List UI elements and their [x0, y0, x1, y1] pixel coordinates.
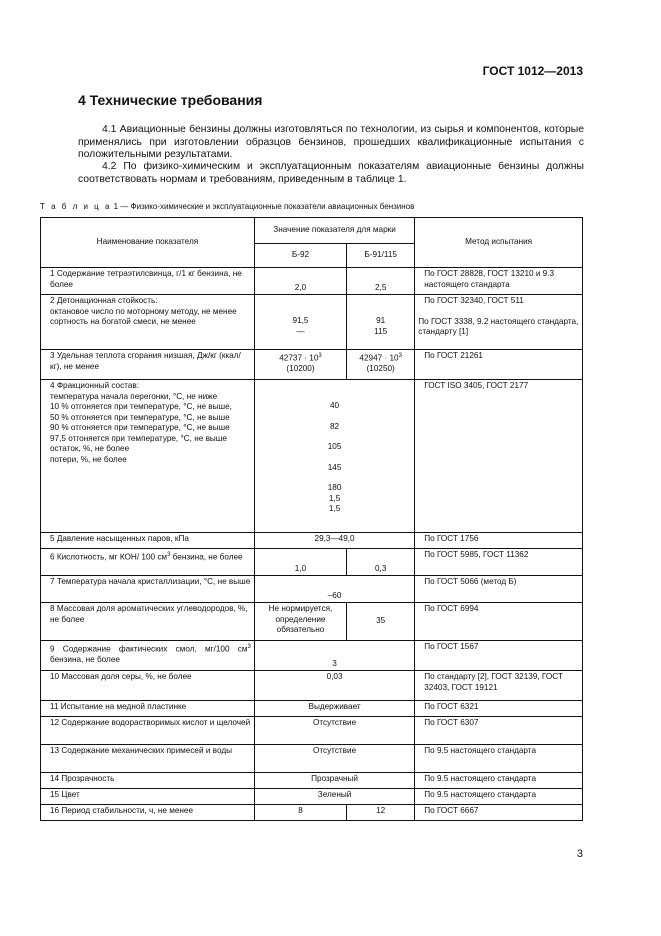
row-value-shared: 3	[254, 641, 414, 671]
value-line: (10250)	[366, 364, 395, 374]
header-value: Значение показателя для марки	[254, 218, 414, 244]
row-name	[41, 717, 255, 745]
row-name-text: 12 Содержание водорастворимых кислот и щелочей	[50, 718, 251, 727]
row-name-text: 7 Температура начала кристаллизации, °С, не выше	[50, 577, 251, 586]
row-method	[415, 268, 583, 295]
row-name-sub: сортность на богатой смеси, не менее	[50, 317, 196, 326]
row-name	[41, 641, 255, 671]
table-row	[41, 717, 583, 745]
row-name-text: 3 Удельная теплота сгорания низшая, Дж/кг (ккал/кг), не менее	[50, 351, 241, 371]
row-name	[41, 295, 255, 350]
table-row	[41, 380, 583, 533]
row-method-text: По ГОСТ 6321	[424, 702, 479, 711]
row-value-b92: 8	[254, 805, 346, 821]
table-row	[41, 576, 583, 603]
paragraph-4-2: 4.2 По физико-химическим и эксплуатационным показателям авиационные бензины должны соответствовать нормам и требованиям, приведенным в таблице 1.	[78, 161, 584, 185]
row-value-b92: 1,0	[254, 549, 346, 576]
value-line: 1,5	[328, 504, 341, 513]
row-method-text: По 9.5 настоящего стандарта	[424, 790, 537, 799]
value-line: 105	[327, 442, 342, 451]
table-row	[41, 805, 583, 821]
row-value-shared	[254, 380, 414, 533]
table-row	[41, 549, 583, 576]
row-value-shared: Зеленый	[254, 789, 414, 805]
row-name-text: 16 Период стабильности, ч, не менее	[50, 806, 194, 815]
row-method-text: По ГОСТ 28828, ГОСТ 13210 и 9.3 настоящего стандарта	[424, 269, 555, 289]
row-name-text	[44, 642, 251, 666]
table-row	[41, 745, 583, 773]
row-value-b91: 35	[347, 603, 415, 641]
value-line: 91,5	[292, 316, 309, 325]
row-method-text: По стандарту [2], ГОСТ 32139, ГОСТ 32403, ГОСТ 19121	[424, 672, 563, 692]
row-method	[415, 549, 583, 576]
header-name: Наименование показателя	[41, 218, 255, 268]
value-line: 145	[327, 462, 342, 472]
table-header-row	[41, 218, 583, 244]
name-part: бензина, не более	[50, 655, 120, 665]
row-name	[41, 671, 255, 701]
row-value-shared: –60	[254, 576, 414, 603]
row-method-text: По ГОСТ 1567	[424, 642, 479, 651]
table-row	[41, 295, 583, 350]
table-caption-prefix: Т а б л и ц а	[40, 202, 112, 211]
row-name	[41, 745, 255, 773]
row-name-sub: 97,5 отгоняется при температуре, °С, не выше	[50, 433, 227, 443]
row-name	[41, 576, 255, 603]
row-method	[415, 603, 583, 641]
row-method-text: По ГОСТ 5066 (метод Б)	[424, 577, 517, 586]
requirements-table	[40, 217, 583, 821]
value-line	[350, 351, 411, 364]
row-method-text: По ГОСТ 6994	[424, 604, 479, 613]
value-line: (10200)	[286, 364, 315, 374]
name-part: 9 Содержание фактических смол, мг/100 см	[50, 644, 248, 654]
row-name	[41, 380, 255, 533]
row-method	[415, 671, 583, 701]
row-name-text: 11 Испытание на медной пластинке	[50, 702, 187, 711]
row-name-text: 15 Цвет	[50, 790, 80, 799]
row-value-b92: Не нормируется, определение обязательно	[254, 603, 346, 641]
table-row	[41, 350, 583, 380]
header-method: Метод испытания	[415, 218, 583, 268]
row-method-text: По ГОСТ 6307	[424, 718, 479, 727]
name-part: бензина, не более	[170, 552, 243, 562]
row-name	[41, 773, 255, 789]
value-base: 42737 · 10	[279, 353, 319, 363]
value-line: 91	[376, 316, 386, 325]
name-exp: 3	[247, 644, 251, 650]
name-part: 6 Кислотность, мг КОН/ 100 см	[50, 552, 168, 562]
value-base: 42947 · 10	[359, 353, 399, 363]
row-value-b91	[347, 295, 415, 350]
row-name	[41, 549, 255, 576]
row-value-shared: Выдерживает	[254, 701, 414, 717]
row-name-text: 10 Массовая доля серы, %, не более	[50, 672, 192, 681]
row-value-b92: 2,0	[254, 268, 346, 295]
table-row	[41, 533, 583, 549]
row-name-sub: остаток, %, не более	[50, 444, 130, 453]
row-method	[415, 717, 583, 745]
row-value-b92	[254, 350, 346, 380]
section-title: 4 Технические требования	[78, 92, 263, 108]
row-value-shared: Прозрачный	[254, 773, 414, 789]
row-name-title: 2 Детонационная стойкость:	[50, 296, 158, 305]
table-row	[41, 701, 583, 717]
row-method	[415, 641, 583, 671]
row-method	[415, 773, 583, 789]
row-name	[41, 805, 255, 821]
row-name-sub: 10 % отгоняется при температуре, °С, не выше,	[50, 402, 232, 411]
table-row	[41, 268, 583, 295]
table-row	[41, 789, 583, 805]
value-line: 40	[330, 401, 340, 410]
row-name	[41, 701, 255, 717]
paragraph-4-1: 4.1 Авиационные бензины должны изготовляться по технологии, из сырья и компонентов, которые применялись при изготовлении образцов бензинов, прошедших квалификационные испытания с положительными результатами.	[78, 124, 584, 161]
row-method	[415, 380, 583, 533]
row-value-b91	[347, 350, 415, 380]
name-exp: 3	[167, 552, 171, 558]
table-row	[41, 773, 583, 789]
table-caption-text: 1 — Физико-химические и эксплуатационные показатели авиационных бензинов	[113, 202, 415, 211]
row-method-text: По ГОСТ 1756	[424, 534, 479, 543]
row-method	[415, 533, 583, 549]
table-caption	[40, 202, 414, 211]
row-name-sub: 50 % отгоняется при температуре, °С, не выше	[50, 412, 230, 422]
row-name-sub: 90 % отгоняется при температуре, °С, не выше	[50, 423, 230, 432]
table-row	[41, 671, 583, 701]
row-method	[415, 295, 583, 350]
row-method	[415, 805, 583, 821]
row-name-text: 8 Массовая доля ароматических углеводородов, %, не более	[50, 604, 248, 624]
row-name	[41, 350, 255, 380]
row-value-b92	[254, 295, 346, 350]
value-line: 180	[327, 483, 342, 492]
row-value-b91: 12	[347, 805, 415, 821]
row-name	[41, 789, 255, 805]
row-method-text: По ГОСТ 6667	[424, 806, 479, 815]
row-name	[41, 603, 255, 641]
value-line: 115	[374, 326, 388, 336]
row-value-shared: 0,03	[254, 671, 414, 701]
table-row	[41, 603, 583, 641]
row-method-text: По 9.5 настоящего стандарта	[424, 774, 537, 783]
row-method-text: По 9.5 настоящего стандарта	[424, 746, 537, 755]
page-number: 3	[576, 848, 583, 860]
row-method	[415, 701, 583, 717]
row-value-shared: 29,3—49,0	[254, 533, 414, 549]
row-name-text: 1 Содержание тетраэтилсвинца, г/1 кг бензина, не более	[50, 269, 242, 289]
method-line: По ГОСТ 32340, ГОСТ 511	[424, 296, 524, 305]
table-row	[41, 641, 583, 671]
row-name-text: 14 Прозрачность	[50, 774, 115, 783]
method-line: По ГОСТ 3338, 9.2 настоящего стандарта, стандарту [1]	[418, 316, 579, 336]
row-name	[41, 268, 255, 295]
row-name-sub: температура начала перегонки, °С, не ниже	[50, 391, 218, 401]
row-name-sub: октановое число по моторному методу, не менее	[50, 306, 237, 316]
row-name-text: 5 Давление насыщенных паров, кПа	[50, 534, 189, 543]
value-line: —	[296, 326, 305, 336]
row-value-shared: Отсутствие	[254, 717, 414, 745]
row-name-title: 4 Фракционный состав:	[50, 381, 140, 390]
row-method-text: По ГОСТ 21261	[424, 351, 483, 360]
row-method	[415, 350, 583, 380]
row-method-text: ГОСТ ISO 3405, ГОСТ 2177	[424, 381, 529, 390]
value-line: 82	[330, 421, 340, 431]
row-value-b91: 2,5	[347, 268, 415, 295]
row-method	[415, 745, 583, 773]
document-code: ГОСТ 1012—2013	[482, 64, 583, 78]
header-b92: Б-92	[254, 244, 346, 268]
row-value-shared: Отсутствие	[254, 745, 414, 773]
value-line	[258, 351, 343, 364]
value-line: 1,5	[328, 493, 341, 503]
row-name	[41, 533, 255, 549]
row-method	[415, 576, 583, 603]
row-name-sub: потери, %, не более	[50, 454, 127, 464]
row-value-b91: 0,3	[347, 549, 415, 576]
row-method	[415, 789, 583, 805]
header-b91: Б-91/115	[347, 244, 415, 268]
row-name-text: 13 Содержание механических примесей и воды	[50, 746, 232, 755]
row-name-text	[44, 550, 251, 563]
value-exp: 3	[398, 353, 402, 359]
row-method-text: По ГОСТ 5985, ГОСТ 11362	[424, 550, 529, 559]
value-exp: 3	[318, 353, 322, 359]
